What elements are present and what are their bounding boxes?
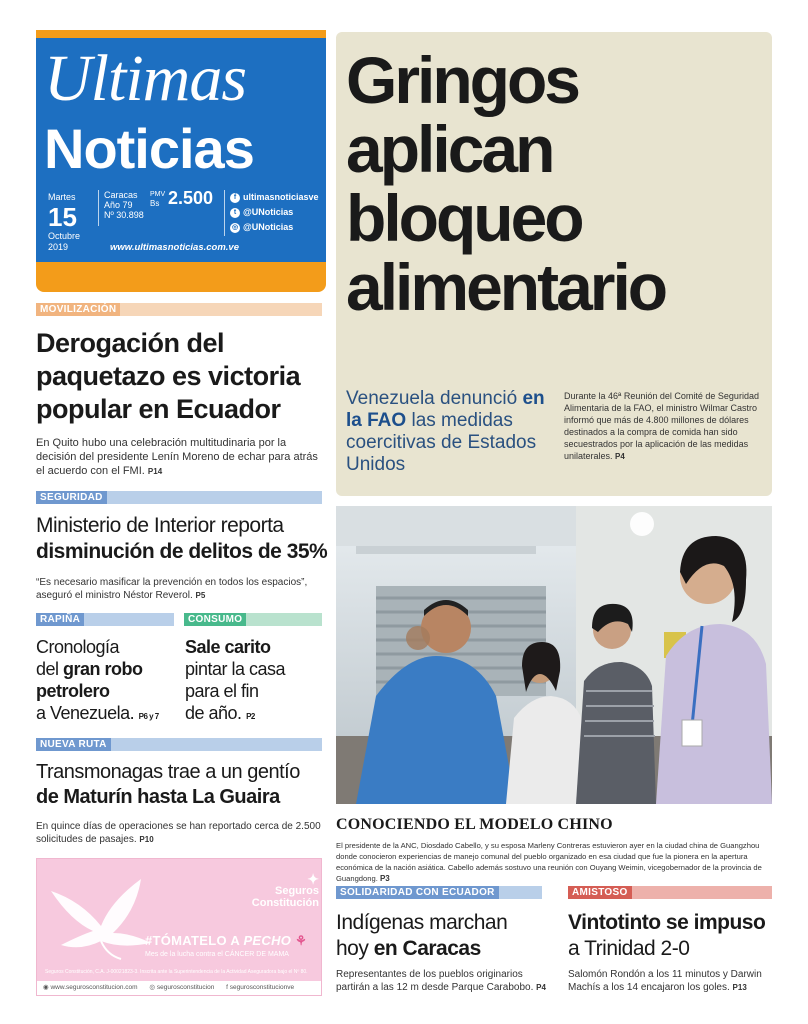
headline-bold: en Caracas <box>373 937 481 960</box>
section-tag-solidaridad: SOLIDARIDAD CON ECUADOR <box>336 886 499 899</box>
page-ref: P4 <box>615 452 625 461</box>
story-body <box>336 968 546 994</box>
lead-sub-text: las medidas coercitivas de Estados Unidos <box>346 410 537 475</box>
ad-legal: Seguros Constitución, C.A. J-00021823-3. Inscrita ante la Superintendencia de la Actividad Aseguradora bajo el Nº 80. <box>45 969 308 975</box>
facebook-link[interactable] <box>230 192 319 203</box>
page-ref: P6 y 7 <box>138 712 159 721</box>
headline-line <box>36 658 180 680</box>
advertisement[interactable] <box>36 858 322 996</box>
story-body <box>36 576 326 602</box>
section-tag-movilizacion: MOVILIZACIÓN <box>36 303 120 316</box>
price: 2.500 <box>168 188 214 208</box>
story-headline-bold[interactable]: de Maturín hasta La Guaira <box>36 786 280 808</box>
story-body-text: “Es necesario masificar la prevención en todos los espacios”, aseguró el ministro Néstor Reverol. <box>36 577 308 601</box>
ad-brand-line1: Seguros <box>274 885 319 897</box>
issue-year-label: Año 79 <box>104 200 133 210</box>
twitter-handle: @UNoticias <box>243 207 294 217</box>
issue-day-name: Martes <box>48 192 76 202</box>
section-tag-consumo: CONSUMO <box>184 613 246 626</box>
masthead-divider <box>98 190 99 226</box>
ad-brand-line2: Constitución <box>251 897 319 909</box>
page-ref: P10 <box>139 835 154 844</box>
lead-sub-bold: en la FAO <box>346 388 545 431</box>
section-tag-seguridad: SEGURIDAD <box>36 491 107 504</box>
headline-line <box>336 936 556 962</box>
ad-slogan-emphasis: PECHO <box>243 933 292 948</box>
story-headline[interactable] <box>336 910 556 962</box>
issue-number: Nº 30.898 <box>104 210 144 220</box>
story-headline[interactable] <box>568 910 780 962</box>
story-headline-light[interactable]: Transmonagas trae a un gentío <box>36 761 300 783</box>
ad-slogan-text: #TÓMATELO A <box>145 933 244 948</box>
page-ref: P3 <box>379 874 390 883</box>
lead-body-text: Durante la 46ª Reunión del Comité de Seguridad Alimentaria de la FAO, el ministro Wilmar Castro informó que más de 4.800 millones de dólares destinados a la compra de comida han sido secuestrados por la aplicación de las medidas unilaterales. <box>564 391 759 461</box>
issue-month: Octubre <box>48 231 81 241</box>
headline-text: hoy <box>336 937 374 960</box>
headline-line: Sale carito <box>185 637 271 657</box>
page-ref: P5 <box>195 591 206 600</box>
ad-brand <box>221 873 319 909</box>
headline-line: para el fin <box>185 681 259 701</box>
ad-facebook[interactable]: segurosconstitucionve <box>229 984 295 991</box>
news-photo[interactable] <box>336 506 772 804</box>
photo-caption-text: El presidente de la ANC, Diosdado Cabello, y su esposa Marleny Contreras estuvieron ayer en la ciudad china de Guangzhou donde conocieron experiencias de manejo comunal del pueblo organizado en esa ciudad que fue la pionera en la apertura económica de la nación asiática. Cabello además sostuvo una reunión con Ouyang Weimin, vicegobernador de la provincia de Guangdong. <box>336 841 762 883</box>
headline-line: petrolero <box>36 681 110 701</box>
headline-line: Vintotinto se impuso <box>568 911 766 934</box>
lead-subheadline <box>346 388 546 476</box>
page-ref: P2 <box>246 712 255 721</box>
story-body <box>36 820 322 846</box>
photo-caption-title[interactable]: CONOCIENDO EL MODELO CHINO <box>336 816 613 833</box>
story-headline-light[interactable]: Ministerio de Interior reporta <box>36 514 284 537</box>
photo-illustration <box>336 506 772 804</box>
issue-year: 2019 <box>48 242 69 252</box>
pink-ribbon-icon: ⚘ <box>295 933 308 948</box>
headline-line: Indígenas marchan <box>336 911 508 934</box>
story-body-text: En Quito hubo una celebración multitudinaria por la decisión del presidente Lenín Moreno de echar para atrás el acuerdo con el FMI. <box>36 437 318 477</box>
lead-body <box>564 390 768 463</box>
price-label-bs: Bs <box>150 199 160 208</box>
section-tag-amistoso: AMISTOSO <box>568 886 632 899</box>
twitter-icon: t <box>230 208 240 218</box>
ad-footer <box>37 981 321 995</box>
headline-bold: gran robo <box>63 659 143 679</box>
photo-caption <box>336 840 772 884</box>
page-ref: P4 <box>536 983 546 992</box>
facebook-icon: f <box>230 193 240 203</box>
headline-line <box>185 702 325 728</box>
twitter-link[interactable] <box>230 207 293 218</box>
headline-line <box>36 702 180 728</box>
headline-text: de año. <box>185 703 242 723</box>
story-headline[interactable] <box>185 636 325 728</box>
lead-sub-text: Venezuela denunció <box>346 388 523 409</box>
website-link[interactable]: www.ultimasnoticias.com.ve <box>110 242 239 253</box>
ad-slogan <box>145 933 323 949</box>
headline-line: pintar la casa <box>185 659 286 679</box>
instagram-handle: @UNoticias <box>243 222 294 232</box>
brand-logo-line2: Noticias <box>44 117 254 180</box>
story-headline[interactable] <box>36 636 180 728</box>
ad-instagram[interactable]: segurosconstitucion <box>156 984 215 991</box>
story-headline-bold[interactable]: disminución de delitos de 35% <box>36 540 328 563</box>
headline-text: a Venezuela. <box>36 703 135 723</box>
story-body <box>36 436 322 479</box>
facebook-handle: ultimasnoticiasve <box>243 192 319 202</box>
page-ref: P14 <box>147 467 163 476</box>
headline-text: del <box>36 659 64 679</box>
ad-subline: Mes de la lucha contra el CÁNCER DE MAMA <box>145 951 289 958</box>
brand-logo-line1: Ultimas <box>44 42 247 115</box>
issue-day-number: 15 <box>48 202 77 232</box>
facebook-icon: f <box>226 984 228 991</box>
instagram-link[interactable] <box>230 222 293 233</box>
price-label-pmv: PMV <box>150 191 166 198</box>
headline-line: a Trinidad 2-0 <box>568 937 690 960</box>
masthead-divider <box>224 190 225 236</box>
ad-brand-logo-icon: ✦ <box>307 871 319 887</box>
story-body-text: En quince días de operaciones se han reportado cerca de 2.500 solicitudes de pasajes. <box>36 821 321 845</box>
globe-icon: ◉ <box>43 984 49 991</box>
story-body-text: Representantes de los pueblos originarios partirán a las 12 m desde Parque Carabobo. <box>336 969 534 993</box>
instagram-icon: ◎ <box>231 223 239 231</box>
instagram-icon: ◎ <box>149 984 156 991</box>
issue-city: Caracas <box>104 190 138 200</box>
story-body <box>568 968 774 994</box>
story-headline[interactable]: Derogación del paquetazo es victoria popular en Ecuador <box>36 328 301 424</box>
page-ref: P13 <box>732 983 747 992</box>
ad-web[interactable]: www.segurosconstitucion.com <box>50 984 138 991</box>
story-body-text: Salomón Rondón a los 11 minutos y Darwin Machís a los 14 encajaron los goles. <box>568 969 762 993</box>
headline-line: Cronología <box>36 637 120 657</box>
section-tag-nueva-ruta: NUEVA RUTA <box>36 738 111 751</box>
lead-headline[interactable]: Gringos aplican bloqueo alimentario <box>346 43 666 324</box>
section-tag-rapina: RAPIÑA <box>36 613 84 626</box>
